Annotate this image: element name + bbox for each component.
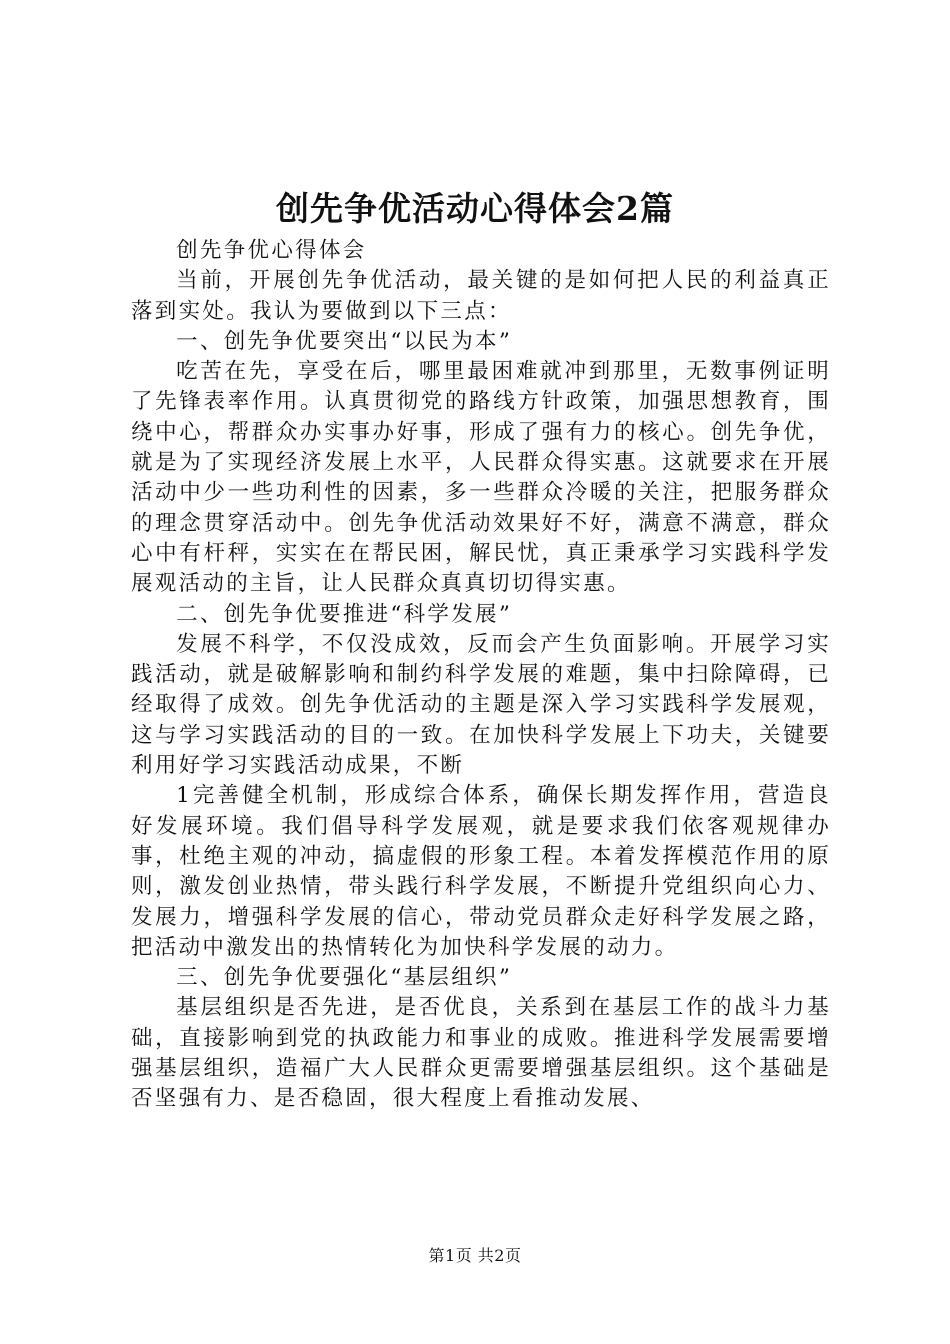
paragraph-section-2b: 1完善健全机制，形成综合体系，确保长期发挥作用，营造良好发展环境。我们倡导科学发展观，就是要求我们依客观规律办事，杜绝主观的冲动，搞虚假的形象工程。本着发挥模范作用的原则，激发创业热情，带头践行科学发展，不断提升党组织向心力、发展力，增强科学发展的信心，带动党员群众走好科学发展之路，把活动中激发出的热情转化为加快科学发展的动力。	[131, 783, 831, 960]
page-footer: 第1页 共2页	[428, 1246, 522, 1265]
document-body	[131, 236, 831, 1115]
paragraph-section-3: 基层组织是否先进，是否优良，关系到在基层工作的战斗力基础，直接影响到党的执政能力和事业的成败。推进科学发展需要增强基层组织，造福广大人民群众更需要增强基层组织。这个基础是否坚强有力、是否稳固，很大程度上看推动发展、	[131, 995, 831, 1112]
section-heading-3: 三、创先争优要强化“基层组织”	[176, 965, 513, 991]
paragraph-section-1: 吃苦在先，享受在后，哪里最困难就冲到那里，无数事例证明了先锋表率作用。认真贯彻党的路线方针政策，加强思想教育，围绕中心，帮群众办实事办好事，形成了强有力的核心。创先争优，就是为了实现经济发展上水平，人民群众得实惠。这就要求在开展活动中少一些功利性的因素，多一些群众冷暖的关注，把服务群众的理念贯穿活动中。创先争优活动效果好不好，满意不满意，群众心中有杆秤，实实在在帮民困，解民忧，真正秉承学习实践科学发展观活动的主旨，让人民群众真真切切得实惠。	[131, 359, 831, 597]
document-title: 创先争优活动心得体会2篇	[276, 189, 674, 228]
paragraph-intro: 当前，开展创先争优活动，最关键的是如何把人民的利益真正落到实处。我认为要做到以下三点：	[131, 268, 831, 324]
section-heading-2: 二、创先争优要推进“科学发展”	[176, 601, 513, 627]
paragraph-section-2a: 发展不科学，不仅没成效，反而会产生负面影响。开展学习实践活动，就是破解影响和制约科学发展的难题，集中扫除障碍，已经取得了成效。创先争优活动的主题是深入学习实践科学发展观，这与学习实践活动的目的一致。在加快科学发展上下功夫，关键要利用好学习实践活动成果，不断	[131, 631, 831, 779]
section-heading-1: 一、创先争优要突出“以民为本”	[176, 328, 513, 354]
paragraph-subtitle: 创先争优心得体会	[176, 238, 367, 263]
